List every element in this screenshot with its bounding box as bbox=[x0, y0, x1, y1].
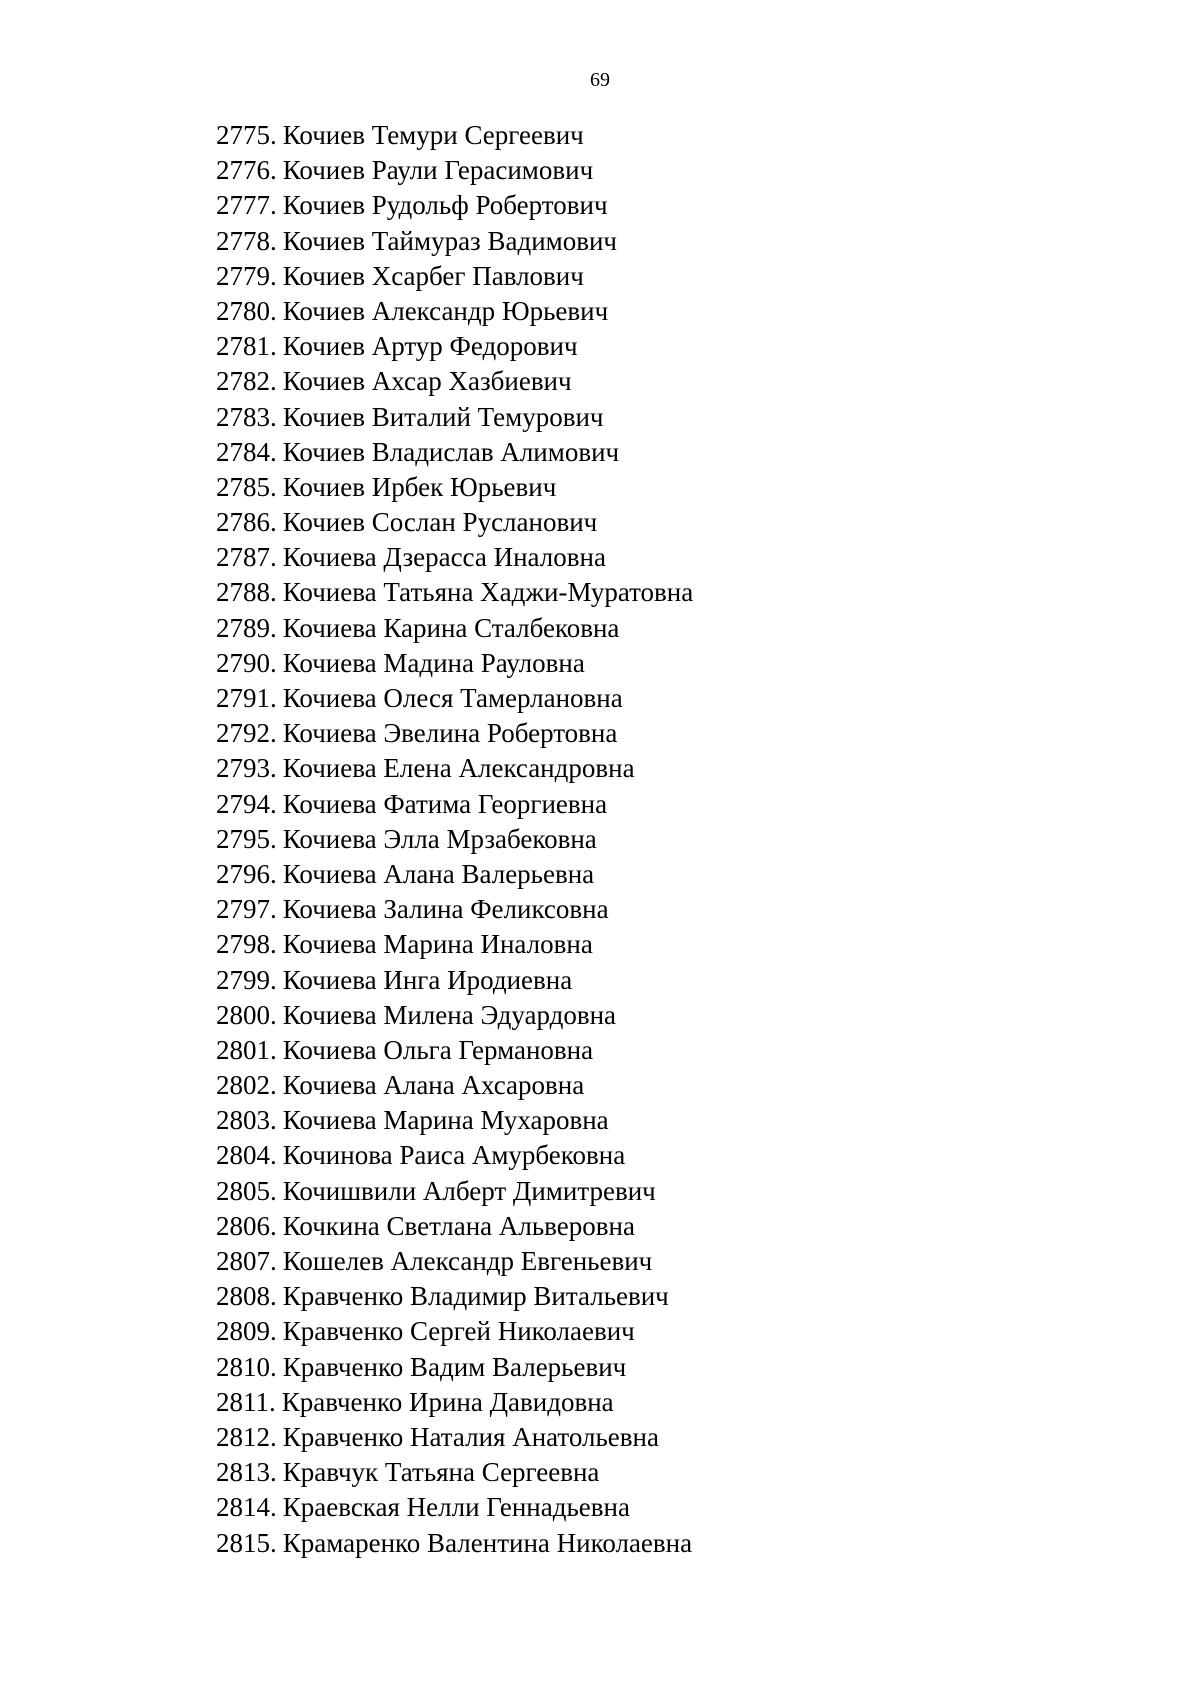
entry-name: Кравченко Вадим Валерьевич bbox=[282, 1351, 627, 1382]
entry-number: 2778. bbox=[216, 225, 277, 256]
entry-name: Кочиева Фатима Георгиевна bbox=[282, 788, 608, 819]
list-item bbox=[216, 822, 693, 857]
entry-number: 2783. bbox=[216, 401, 277, 432]
entry-number: 2782. bbox=[216, 366, 277, 397]
entry-name: Крамаренко Валентина Николаевна bbox=[282, 1527, 693, 1558]
entry-number: 2787. bbox=[216, 542, 277, 573]
list-item bbox=[216, 1138, 693, 1173]
entry-name: Кочиев Александр Юрьевич bbox=[282, 295, 609, 326]
entry-name: Кравченко Владимир Витальевич bbox=[282, 1281, 669, 1312]
entry-name: Кочиев Хсарбег Павлович bbox=[282, 260, 584, 291]
entry-number: 2804. bbox=[216, 1140, 277, 1171]
entry-name: Кочиева Эвелина Робертовна bbox=[282, 718, 618, 749]
list-item bbox=[216, 435, 693, 470]
entry-name: Кочиев Артур Федорович bbox=[282, 331, 578, 362]
list-item bbox=[216, 751, 693, 786]
entry-number: 2796. bbox=[216, 858, 277, 889]
list-item bbox=[216, 892, 693, 927]
list-item bbox=[216, 611, 693, 646]
page-number: 69 bbox=[590, 69, 610, 91]
list-item bbox=[216, 575, 693, 610]
list-item bbox=[216, 505, 693, 540]
entry-name: Кочиев Владислав Алимович bbox=[282, 436, 620, 467]
list-item bbox=[216, 1103, 693, 1138]
entry-number: 2780. bbox=[216, 295, 277, 326]
entry-name: Кочиева Елена Александровна bbox=[282, 753, 635, 784]
entry-number: 2784. bbox=[216, 436, 277, 467]
entry-number: 2785. bbox=[216, 471, 277, 502]
entry-number: 2777. bbox=[216, 190, 277, 221]
entry-number: 2786. bbox=[216, 507, 277, 538]
name-list bbox=[216, 118, 693, 1561]
list-item bbox=[216, 998, 693, 1033]
entry-name: Кочишвили Алберт Димитревич bbox=[282, 1175, 656, 1206]
list-item bbox=[216, 1279, 693, 1314]
list-item bbox=[216, 1068, 693, 1103]
entry-number: 2809. bbox=[216, 1316, 277, 1347]
list-item bbox=[216, 224, 693, 259]
entry-number: 2794. bbox=[216, 788, 277, 819]
entry-number: 2790. bbox=[216, 647, 277, 678]
list-item bbox=[216, 1244, 693, 1279]
entry-number: 2779. bbox=[216, 260, 277, 291]
list-item bbox=[216, 963, 693, 998]
entry-number: 2795. bbox=[216, 823, 277, 854]
list-item bbox=[216, 646, 693, 681]
entry-number: 2801. bbox=[216, 1034, 277, 1065]
list-item bbox=[216, 1174, 693, 1209]
entry-number: 2781. bbox=[216, 331, 277, 362]
entry-name: Кочиев Таймураз Вадимович bbox=[282, 225, 618, 256]
entry-name: Кочиева Алана Ахсаровна bbox=[282, 1070, 585, 1101]
entry-name: Кочиева Татьяна Хаджи-Муратовна bbox=[282, 577, 694, 608]
entry-name: Кравченко Ирина Давидовна bbox=[281, 1386, 614, 1417]
entry-number: 2807. bbox=[216, 1246, 277, 1276]
list-item bbox=[216, 681, 693, 716]
list-item bbox=[216, 787, 693, 822]
entry-number: 2803. bbox=[216, 1105, 277, 1136]
list-item bbox=[216, 716, 693, 751]
list-item bbox=[216, 1314, 693, 1349]
list-item bbox=[216, 1526, 693, 1561]
list-item bbox=[216, 329, 693, 364]
list-item bbox=[216, 1420, 693, 1455]
entry-name: Кочиев Ирбек Юрьевич bbox=[282, 471, 557, 502]
entry-number: 2812. bbox=[216, 1421, 277, 1452]
entry-number: 2815. bbox=[216, 1527, 277, 1558]
entry-number: 2808. bbox=[216, 1281, 277, 1312]
entry-name: Краевская Нелли Геннадьевна bbox=[282, 1492, 630, 1523]
entry-name: Кочинова Раиса Амурбековна bbox=[282, 1140, 626, 1171]
entry-number: 2802. bbox=[216, 1070, 277, 1101]
entry-name: Кочиев Темури Сергеевич bbox=[282, 120, 584, 150]
entry-name: Кочиева Марина Мухаровна bbox=[282, 1105, 609, 1136]
entry-number: 2810. bbox=[216, 1351, 277, 1382]
entry-name: Кравченко Сергей Николаевич bbox=[282, 1316, 635, 1347]
entry-name: Кочиева Залина Феликсовна bbox=[282, 894, 609, 925]
entry-name: Кочиева Олеся Тамерлановна bbox=[282, 683, 623, 713]
entry-name: Кочиева Карина Сталбековна bbox=[282, 612, 620, 643]
entry-number: 2811. bbox=[216, 1386, 276, 1417]
list-item bbox=[216, 118, 693, 153]
entry-number: 2789. bbox=[216, 612, 277, 643]
list-item bbox=[216, 1033, 693, 1068]
list-item bbox=[216, 188, 693, 223]
entry-number: 2792. bbox=[216, 718, 277, 749]
entry-number: 2798. bbox=[216, 929, 277, 960]
list-item bbox=[216, 1455, 693, 1490]
list-item bbox=[216, 1385, 693, 1420]
entry-name: Кочиева Элла Мрзабековна bbox=[282, 823, 597, 854]
entry-number: 2776. bbox=[216, 155, 277, 186]
entry-name: Кочиев Рудольф Робертович bbox=[282, 190, 608, 221]
entry-number: 2806. bbox=[216, 1210, 277, 1241]
list-item bbox=[216, 540, 693, 575]
entry-name: Кочиева Дзерасса Иналовна bbox=[282, 542, 606, 573]
entry-number: 2775. bbox=[216, 120, 277, 150]
list-item bbox=[216, 400, 693, 435]
entry-name: Кошелев Александр Евгеньевич bbox=[282, 1246, 653, 1276]
entry-number: 2788. bbox=[216, 577, 277, 608]
entry-number: 2793. bbox=[216, 753, 277, 784]
entry-number: 2791. bbox=[216, 683, 277, 713]
list-item bbox=[216, 294, 693, 329]
list-item bbox=[216, 1490, 693, 1525]
entry-name: Кочиева Алана Валерьевна bbox=[282, 858, 595, 889]
entry-number: 2814. bbox=[216, 1492, 277, 1523]
entry-name: Кравчук Татьяна Сергеевна bbox=[282, 1457, 600, 1488]
list-item bbox=[216, 927, 693, 962]
entry-name: Кочкина Светлана Альверовна bbox=[282, 1210, 635, 1241]
list-item bbox=[216, 1209, 693, 1244]
entry-name: Кочиев Сослан Русланович bbox=[282, 507, 598, 538]
entry-name: Кочиев Ахсар Хазбиевич bbox=[282, 366, 572, 397]
list-item bbox=[216, 1350, 693, 1385]
entry-name: Кравченко Наталия Анатольевна bbox=[282, 1421, 659, 1452]
list-item bbox=[216, 153, 693, 188]
entry-name: Кочиева Инга Иродиевна bbox=[282, 964, 573, 995]
list-item bbox=[216, 470, 693, 505]
entry-number: 2813. bbox=[216, 1457, 277, 1488]
entry-name: Кочиева Милена Эдуардовна bbox=[282, 999, 617, 1030]
entry-number: 2797. bbox=[216, 894, 277, 925]
entry-name: Кочиева Марина Иналовна bbox=[282, 929, 593, 960]
entry-name: Кочиев Виталий Темурович bbox=[282, 401, 604, 432]
list-item bbox=[216, 857, 693, 892]
entry-number: 2799. bbox=[216, 964, 277, 995]
entry-name: Кочиев Раули Герасимович bbox=[282, 155, 594, 186]
list-item bbox=[216, 259, 693, 294]
entry-name: Кочиева Ольга Германовна bbox=[282, 1034, 594, 1065]
entry-number: 2805. bbox=[216, 1175, 277, 1206]
list-item bbox=[216, 364, 693, 399]
entry-number: 2800. bbox=[216, 999, 277, 1030]
entry-name: Кочиева Мадина Рауловна bbox=[282, 647, 585, 678]
